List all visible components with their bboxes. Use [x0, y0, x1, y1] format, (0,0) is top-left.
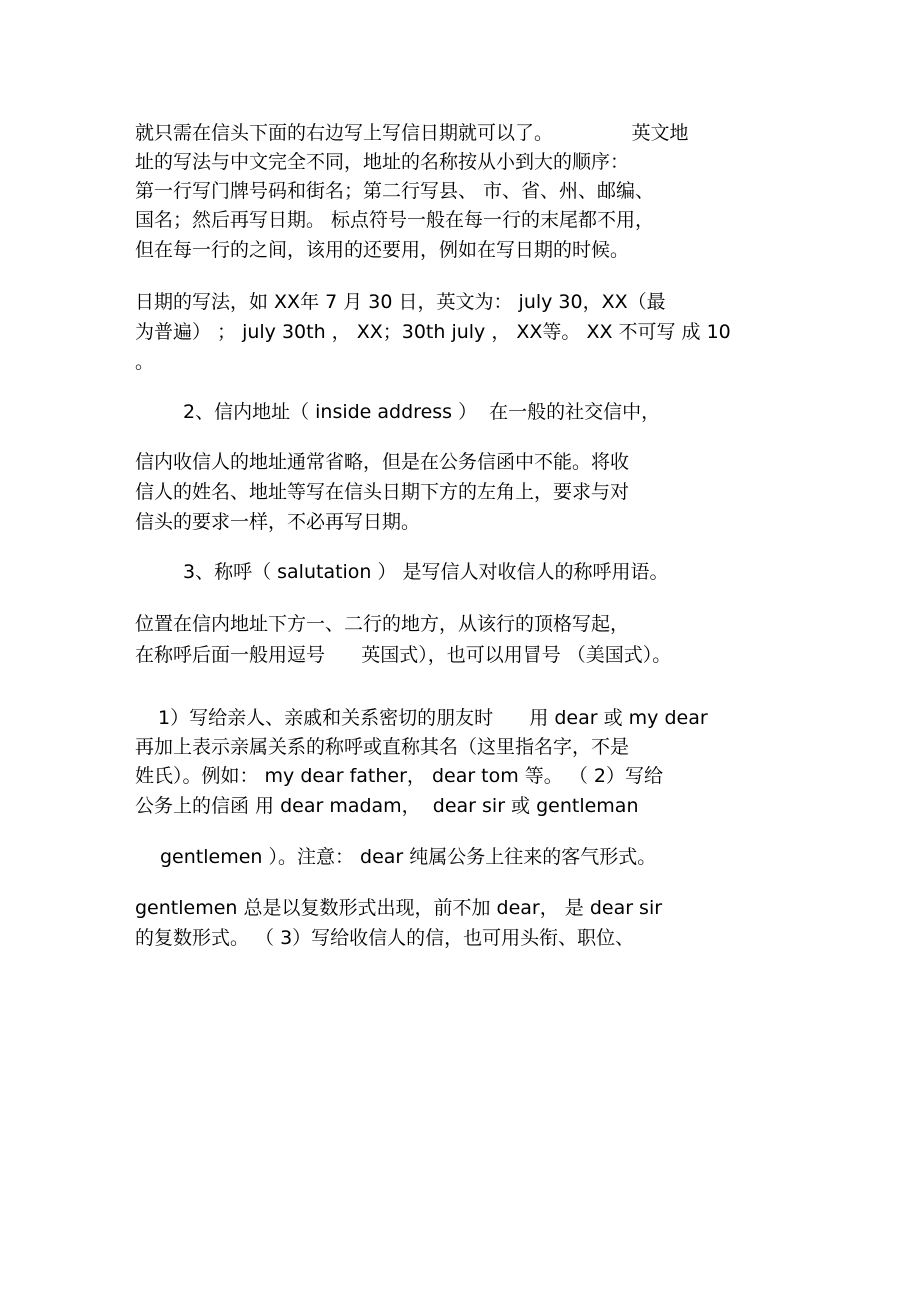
text-line: gentlemen 总是以复数形式出现，前不加 dear， 是 dear sir — [135, 897, 663, 919]
text-line: 址的写法与中文完全不同，地址的名称按从小到大的顺序： — [135, 151, 630, 173]
text-line: 公务上的信函 用 dear madam， dear sir 或 gentleman — [135, 795, 639, 817]
text-line: 再加上表示亲属关系的称呼或直称其名（这里指名字，不是 — [135, 736, 630, 758]
text-line: 就只需在信头下面的右边写上写信日期就可以了。 英文地 — [135, 122, 689, 144]
text-line: 1）写给亲人、亲戚和关系密切的朋友时 用 dear 或 my dear — [158, 707, 708, 729]
section-heading: 2、信内地址（ inside address ） 在一般的社交信中， — [183, 401, 661, 423]
text-line: 但在每一行的之间，该用的还要用，例如在写日期的时候。 — [135, 239, 630, 261]
text-line: 的复数形式。 （ 3）写给收信人的信，也可用头衔、职位、 — [135, 927, 635, 949]
text-line: 信人的姓名、地址等写在信头日期下方的左角上，要求与对 — [135, 481, 630, 503]
text-line: 国名；然后再写日期。 标点符号一般在每一行的末尾都不用， — [135, 209, 655, 231]
text-line: 位置在信内地址下方一、二行的地方，从该行的顶格写起， — [135, 613, 630, 635]
text-line: 第一行写门牌号码和街名；第二行写县、 市、省、州、邮编、 — [135, 180, 655, 202]
text-line: 日期的写法，如 XX年 7 月 30 日，英文为： july 30，XX（最 — [135, 291, 666, 313]
section-heading: 3、称呼（ salutation ） 是写信人对收信人的称呼用语。 — [183, 561, 669, 583]
text-line: 。 — [135, 351, 155, 373]
text-line: 信内收信人的地址通常省略，但是在公务信函中不能。将收 — [135, 451, 630, 473]
text-line: 在称呼后面一般用逗号 英国式），也可以用冒号 （美国式）。 — [135, 644, 672, 666]
text-line: 为普遍） ； july 30th ， XX；30th july ， XX等。 XX 不可写 成 10 — [135, 321, 731, 343]
text-line: gentlemen ）。注意： dear 纯属公务上往来的客气形式。 — [160, 846, 657, 868]
text-line: 信头的要求一样，不必再写日期。 — [135, 511, 421, 533]
text-line: 姓氏）。例如： my dear father， dear tom 等。 （ 2）写给 — [135, 765, 663, 787]
